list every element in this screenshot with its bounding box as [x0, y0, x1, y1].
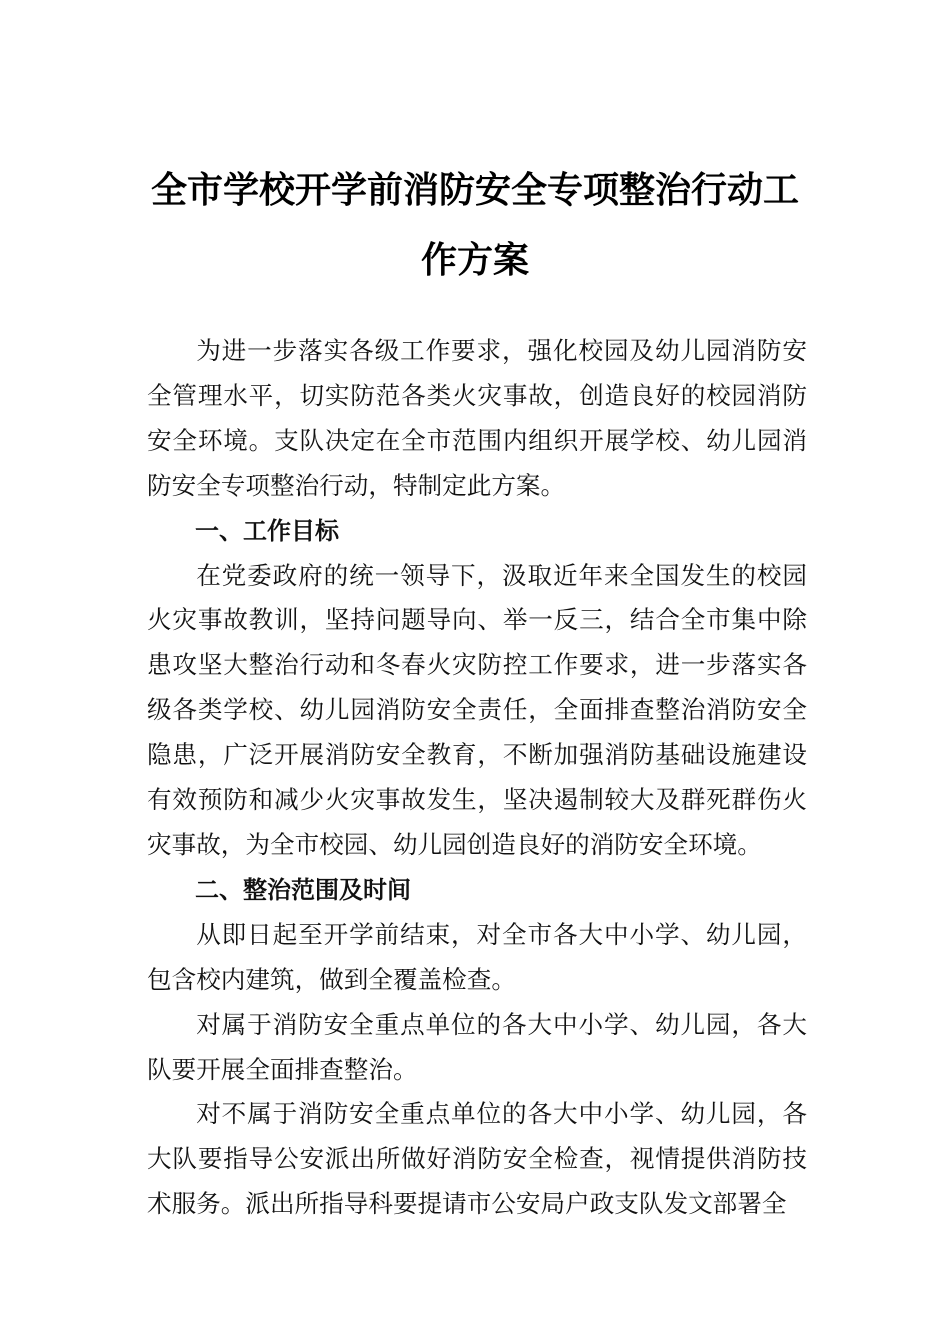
section-heading-scope-time: 二、整治范围及时间 — [195, 875, 411, 904]
goals-paragraph: 在党委政府的统一领导下，汲取近年来全国发生的校园火灾事故教训，坚持问题导向、举一反三，结合全市集中除患攻坚大整治行动和冬春火灾防控工作要求，进一步落实各级各类学校、幼儿园消防安全责任，全面排查整治消防安全隐患，广泛开展消防安全教育，不断加强消防基础设施建设有效预防和减少火灾事故发生，坚决遏制较大及群死群伤火灾事故，为全市校园、幼儿园创造良好的消防安全环境。 — [147, 560, 807, 859]
document-title-line1: 全市学校开学前消防安全专项整治行动工 — [150, 169, 799, 211]
document-body — [147, 329, 807, 1227]
intro-paragraph: 为进一步落实各级工作要求，强化校园及幼儿园消防安全管理水平，切实防范各类火灾事故，创造良好的校园消防安全环境。支队决定在全市范围内组织开展学校、幼儿园消防安全专项整治行动，特制定此方案。 — [147, 336, 807, 500]
scope-paragraph-1: 从即日起至开学前结束，对全市各大中小学、幼儿园，包含校内建筑，做到全覆盖检查。 — [147, 919, 807, 994]
scope-paragraph-3: 对不属于消防安全重点单位的各大中小学、幼儿园，各大队要指导公安派出所做好消防安全检查，视情提供消防技术服务。派出所指导科要提请市公安局户政支队发文部署全 — [147, 1099, 807, 1219]
section-heading-goals: 一、工作目标 — [195, 516, 339, 545]
scope-paragraph-2: 对属于消防安全重点单位的各大中小学、幼儿园，各大队要开展全面排查整治。 — [147, 1009, 807, 1084]
document-title-line2: 作方案 — [420, 239, 529, 281]
